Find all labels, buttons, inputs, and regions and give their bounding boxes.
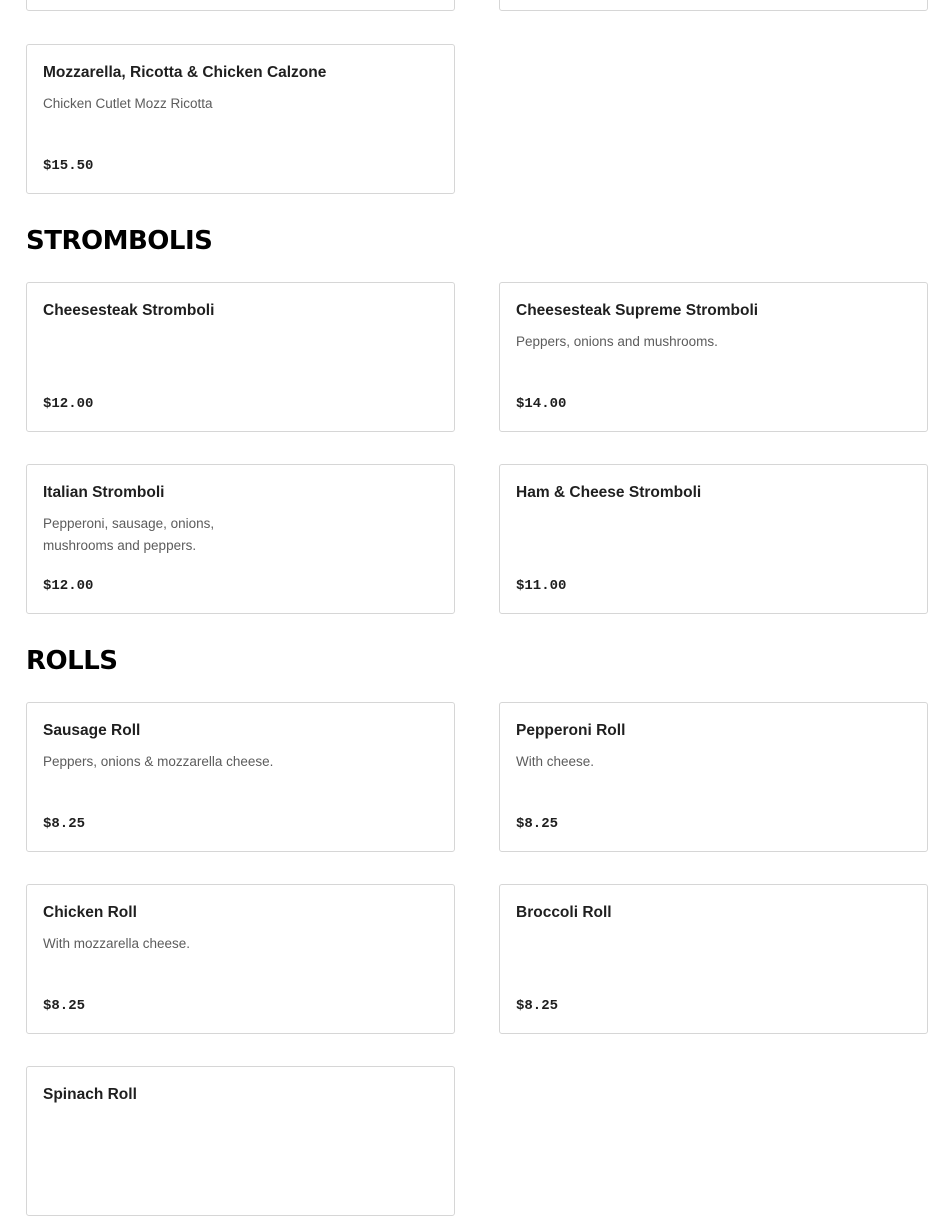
menu-item-name: Mozzarella, Ricotta & Chicken Calzone bbox=[43, 64, 327, 81]
menu-item-card[interactable] bbox=[499, 464, 928, 614]
menu-item-price: $14.00 bbox=[516, 396, 567, 412]
menu-item-card[interactable] bbox=[26, 884, 455, 1034]
menu-item-price: $15.50 bbox=[43, 158, 94, 174]
section-title-strombolis: STROMBOLIS bbox=[26, 226, 213, 256]
menu-item-name: Chicken Roll bbox=[43, 904, 137, 921]
menu-item-name: Pepperoni Roll bbox=[516, 722, 626, 739]
menu-item-name: Cheesesteak Supreme Stromboli bbox=[516, 302, 759, 319]
menu-item-price: $11.00 bbox=[516, 578, 567, 594]
menu-item-card[interactable] bbox=[26, 464, 455, 614]
section-title-rolls: ROLLS bbox=[26, 646, 118, 676]
menu-item-price: $12.00 bbox=[43, 578, 94, 594]
menu-item-card[interactable] bbox=[26, 702, 455, 852]
menu-item-name: Cheesesteak Stromboli bbox=[43, 302, 215, 319]
menu-item-card[interactable] bbox=[499, 282, 928, 432]
menu-item-price: $8.25 bbox=[516, 998, 559, 1014]
menu-item-price: $8.25 bbox=[43, 816, 86, 832]
menu-item-card[interactable] bbox=[26, 44, 455, 194]
menu-item-card[interactable] bbox=[26, 282, 455, 432]
menu-item-name: Italian Stromboli bbox=[43, 484, 165, 501]
menu-item-card-partial[interactable] bbox=[499, 0, 928, 11]
menu-item-price: $12.00 bbox=[43, 396, 94, 412]
menu-item-description: With mozzarella cheese. bbox=[43, 936, 191, 951]
menu-item-card-partial[interactable] bbox=[26, 0, 455, 11]
menu-item-description: With cheese. bbox=[516, 754, 595, 769]
menu-item-description: Pepperoni, sausage, onions, mushrooms and peppers. bbox=[43, 516, 215, 553]
menu-item-name: Broccoli Roll bbox=[516, 904, 612, 921]
menu-item-price: $8.25 bbox=[516, 816, 559, 832]
menu-item-description: Peppers, onions & mozzarella cheese. bbox=[43, 754, 274, 769]
menu-item-card[interactable] bbox=[499, 884, 928, 1034]
menu-item-card[interactable] bbox=[499, 702, 928, 852]
menu-item-name: Spinach Roll bbox=[43, 1086, 137, 1103]
menu-item-price: $8.25 bbox=[43, 998, 86, 1014]
menu-item-card[interactable] bbox=[26, 1066, 455, 1216]
menu-item-name: Ham & Cheese Stromboli bbox=[516, 484, 702, 501]
menu-item-description: Peppers, onions and mushrooms. bbox=[516, 334, 718, 349]
menu-item-name: Sausage Roll bbox=[43, 722, 141, 739]
menu-item-description: Chicken Cutlet Mozz Ricotta bbox=[43, 96, 213, 111]
